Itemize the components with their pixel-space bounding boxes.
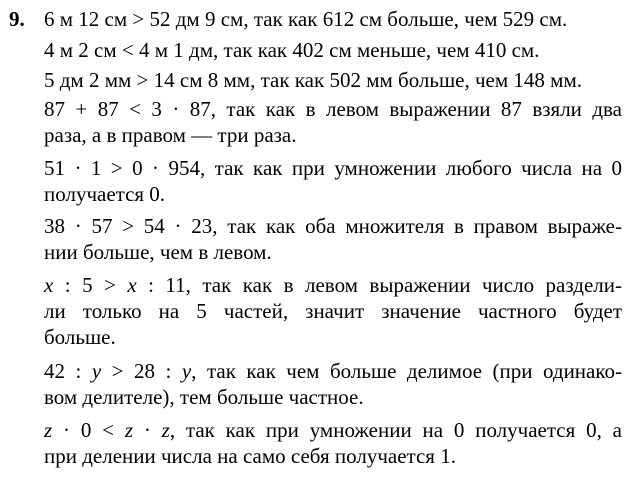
text-line — [44, 358, 622, 384]
text-line: нии больше, чем в левом. — [44, 240, 272, 264]
text-fragment: , так как чем больше делимое (при одинако- — [191, 359, 622, 383]
answer-item — [44, 358, 622, 410]
answer-item — [44, 213, 622, 265]
variable-z: z — [44, 418, 53, 442]
text-line: получается 0. — [44, 182, 166, 206]
answer-item — [44, 96, 622, 148]
text-line — [44, 417, 622, 443]
text-fragment: · — [133, 418, 162, 442]
variable-z: z — [161, 418, 170, 442]
variable-x: x — [127, 273, 137, 297]
text-fragment: : 11, так как в левом выражении число раздели- — [136, 273, 622, 297]
text-line — [44, 272, 622, 298]
answer-item — [44, 6, 622, 32]
answer-item — [44, 67, 622, 93]
text-line: 6 м 12 см > 52 дм 9 см, так как 612 см больше, чем 529 см. — [44, 7, 568, 31]
answer-item — [44, 37, 622, 63]
text-line: 87 + 87 < 3 · 87, так как в левом выражении 87 взяли два — [44, 97, 622, 121]
text-line: при делении числа на само себя получается 1. — [44, 444, 456, 468]
text-line: ли только на 5 частей, значит значение частного будет — [44, 299, 622, 323]
text-line: вом делителе), тем больше частное. — [44, 385, 364, 409]
text-line: больше. — [44, 325, 116, 349]
text-line: 5 дм 2 мм > 14 см 8 мм, так как 502 мм больше, чем 148 мм. — [44, 68, 582, 92]
text-fragment: > 28 : — [101, 359, 182, 383]
text-fragment: · 0 < — [52, 418, 125, 442]
variable-z: z — [124, 418, 133, 442]
text-line: 51 · 1 > 0 · 954, так как при умножении любого числа на 0 — [44, 156, 622, 180]
answer-item — [44, 417, 622, 469]
variable-y: y — [181, 359, 192, 383]
task-number: 9. — [9, 7, 25, 31]
variable-x: x — [44, 273, 54, 297]
text-line: 4 м 2 см < 4 м 1 дм, так как 402 см меньше, чем 410 см. — [44, 38, 540, 62]
variable-y: y — [91, 359, 102, 383]
text-line: 38 · 57 > 54 · 23, так как оба множителя в правом выраже- — [44, 214, 622, 238]
text-fragment: 42 : — [44, 359, 92, 383]
text-fragment: : 5 > — [53, 273, 128, 297]
answer-item — [44, 155, 622, 207]
text-line: раза, а в правом — три раза. — [44, 123, 297, 147]
text-fragment: , так как при умножении на 0 получается 0, а — [169, 418, 622, 442]
answer-item — [44, 272, 622, 350]
